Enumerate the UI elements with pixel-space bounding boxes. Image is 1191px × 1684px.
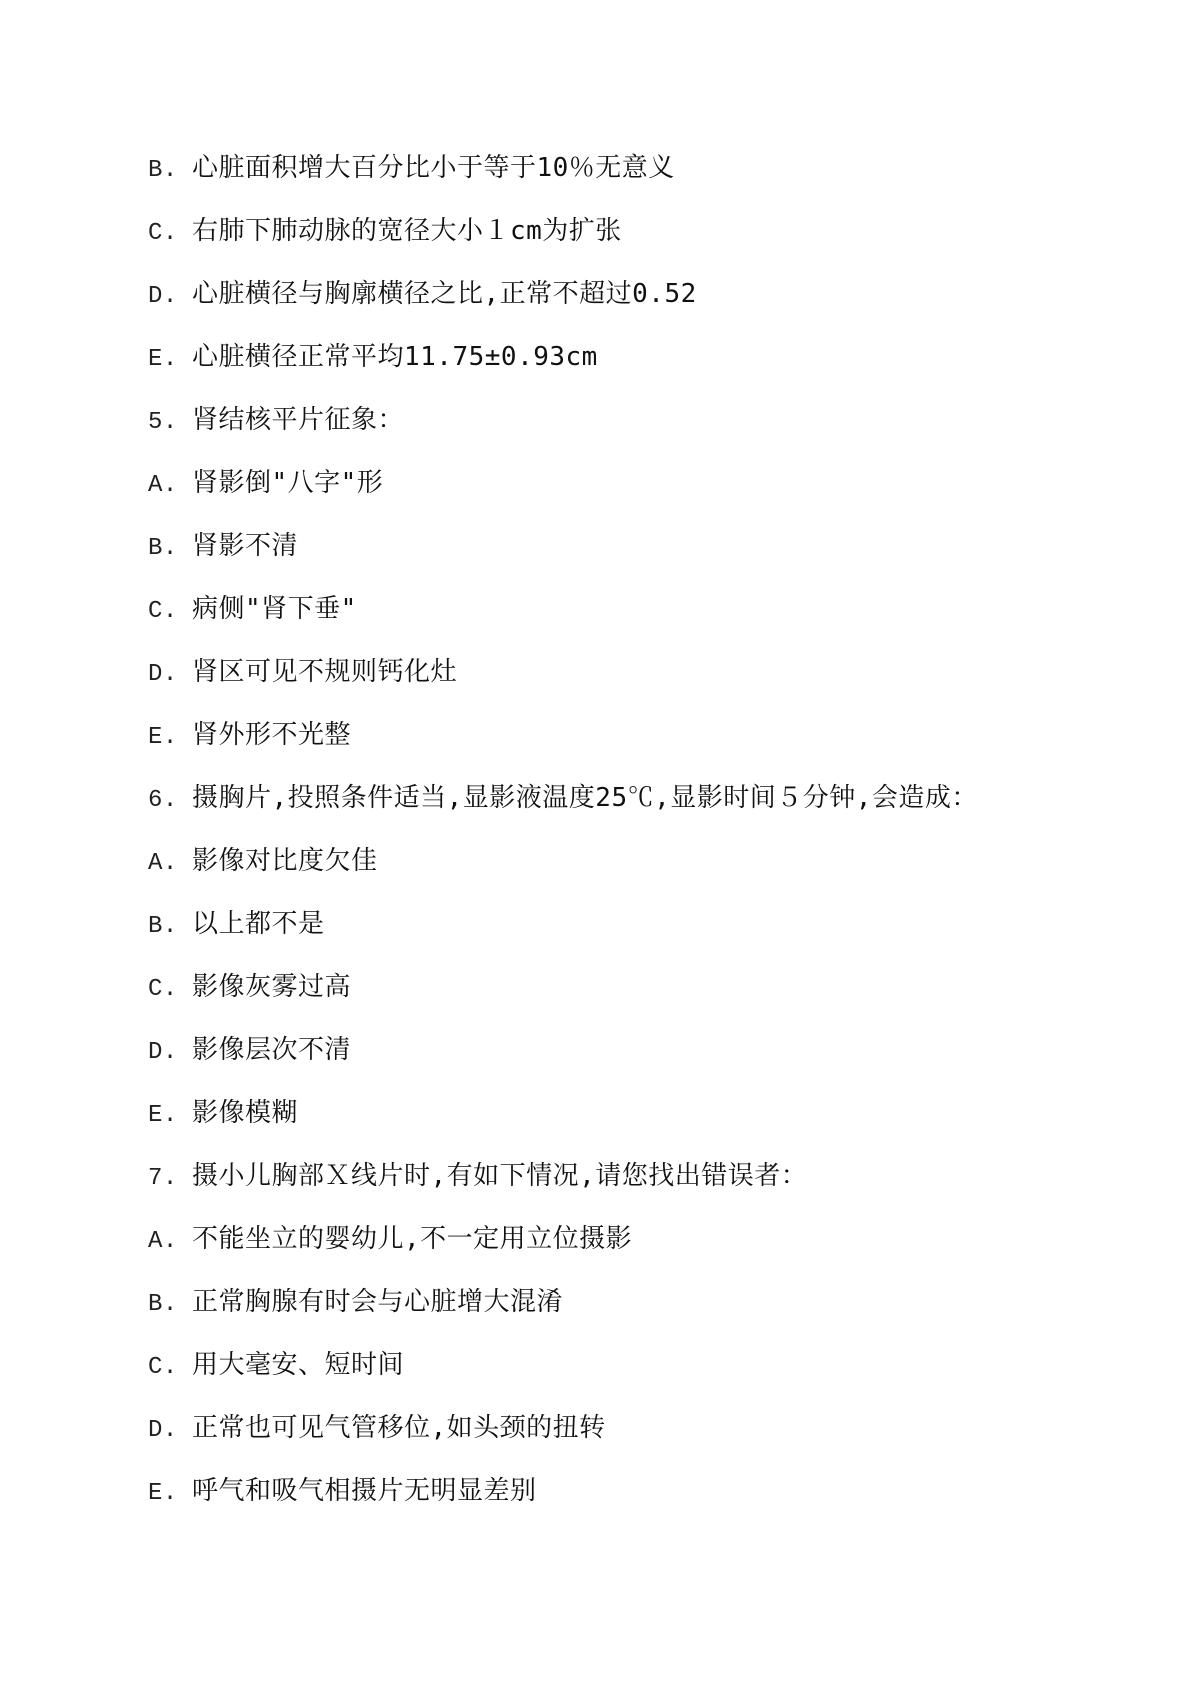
line-label: D.: [148, 1417, 178, 1444]
line-label: B.: [148, 157, 178, 184]
option-line: [148, 589, 1108, 652]
line-text: 影像灰雾过高: [192, 972, 352, 1002]
option-line: [148, 1219, 1108, 1282]
option-line: [148, 1408, 1108, 1471]
option-line: [148, 1471, 1108, 1534]
line-label: E.: [148, 1102, 178, 1129]
question-line: [148, 400, 1108, 463]
line-text: 病侧"肾下垂": [192, 594, 357, 624]
option-line: [148, 1093, 1108, 1156]
option-line: [148, 1282, 1108, 1345]
line-text: 呼气和吸气相摄片无明显差别: [192, 1476, 537, 1506]
line-label: A.: [148, 1228, 178, 1255]
line-label: B.: [148, 913, 178, 940]
option-line: [148, 274, 1108, 337]
line-text: 心脏横径与胸廓横径之比,正常不超过0.52: [192, 279, 697, 309]
line-label: E.: [148, 346, 178, 373]
option-line: [148, 715, 1108, 778]
line-text: 肾外形不光整: [192, 720, 352, 750]
line-text: 正常也可见气管移位,如头颈的扭转: [192, 1413, 606, 1443]
option-line: [148, 967, 1108, 1030]
line-label: D.: [148, 1039, 178, 1066]
option-line: [148, 904, 1108, 967]
option-line: [148, 463, 1108, 526]
line-text: 肾影不清: [192, 531, 299, 561]
line-text: 不能坐立的婴幼儿,不一定用立位摄影: [192, 1224, 633, 1254]
line-label: C.: [148, 976, 178, 1003]
line-label: C.: [148, 598, 178, 625]
line-label: B.: [148, 535, 178, 562]
question-text: 摄胸片,投照条件适当,显影液温度25℃,显影时间５分钟,会造成：: [192, 783, 978, 813]
line-text: 影像模糊: [192, 1098, 299, 1128]
line-label: A.: [148, 850, 178, 877]
option-line: [148, 526, 1108, 589]
line-label: E.: [148, 1480, 178, 1507]
question-number: 7.: [148, 1165, 178, 1192]
option-line: [148, 337, 1108, 400]
line-text: 用大毫安、短时间: [192, 1350, 405, 1380]
line-label: E.: [148, 724, 178, 751]
line-text: 肾区可见不规则钙化灶: [192, 657, 458, 687]
line-text: 肾影倒"八字"形: [192, 468, 384, 498]
option-line: [148, 1345, 1108, 1408]
option-line: [148, 841, 1108, 904]
line-label: C.: [148, 1354, 178, 1381]
line-text: 正常胸腺有时会与心脏增大混淆: [192, 1287, 564, 1317]
line-label: B.: [148, 1291, 178, 1318]
line-label: D.: [148, 661, 178, 688]
line-text: 心脏面积增大百分比小于等于10％无意义: [192, 153, 675, 183]
option-line: [148, 148, 1108, 211]
line-text: 右肺下肺动脉的宽径大小１cm为扩张: [192, 216, 622, 246]
option-line: [148, 652, 1108, 715]
line-text: 心脏横径正常平均11.75±0.93cm: [192, 342, 598, 372]
line-text: 影像层次不清: [192, 1035, 352, 1065]
question-text: 摄小儿胸部Ｘ线片时,有如下情况,请您找出错误者：: [192, 1161, 808, 1191]
question-list: [148, 148, 1108, 1534]
line-label: D.: [148, 283, 178, 310]
question-line: [148, 778, 1108, 841]
line-text: 影像对比度欠佳: [192, 846, 378, 876]
line-label: C.: [148, 220, 178, 247]
option-line: [148, 211, 1108, 274]
question-line: [148, 1156, 1108, 1219]
line-text: 以上都不是: [192, 909, 325, 939]
question-text: 肾结核平片征象：: [192, 405, 405, 435]
question-number: 6.: [148, 787, 178, 814]
question-number: 5.: [148, 409, 178, 436]
line-label: A.: [148, 472, 178, 499]
option-line: [148, 1030, 1108, 1093]
